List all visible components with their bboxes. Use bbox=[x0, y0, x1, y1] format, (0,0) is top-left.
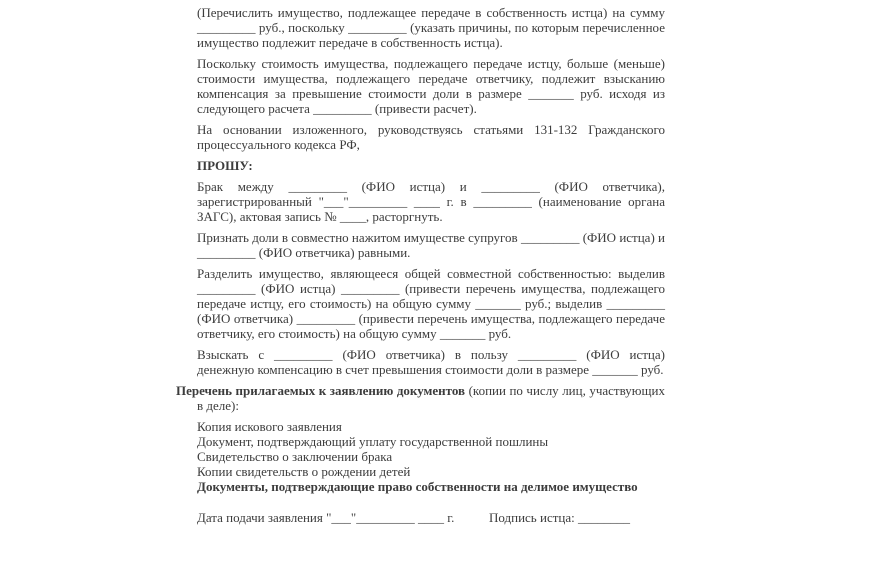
request-heading: ПРОШУ: bbox=[197, 158, 253, 173]
claim-document-body bbox=[176, 5, 665, 525]
attachment-item-claim-copy: Копия искового заявления bbox=[197, 419, 342, 434]
plaintiff-signature-line: Подпись истца: ________ bbox=[489, 510, 630, 525]
petition-monetary-compensation: Взыскать с _________ (ФИО ответчика) в пользу _________ (ФИО истца) денежную компенсацию в счет превышения стоимости доли в размере _______ руб. bbox=[197, 347, 665, 377]
attachment-item-marriage-certificate: Свидетельство о заключении брака bbox=[197, 449, 393, 464]
paragraph-property-to-plaintiff: (Перечислить имущество, подлежащее передаче в собственность истца) на сумму _________ руб., поскольку _________ (указать причины, по которым перечисленное имущество подлежит передаче в собственность истца). bbox=[197, 5, 665, 50]
filing-date-line: Дата подачи заявления "___"_________ ____ г. bbox=[197, 510, 455, 525]
petition-equal-shares: Признать доли в совместно нажитом имуществе супругов _________ (ФИО истца) и _________ (ФИО ответчика) равными. bbox=[197, 230, 665, 260]
attachments-list bbox=[197, 419, 665, 494]
attachment-item-birth-certificates: Копии свидетельств о рождении детей bbox=[197, 464, 411, 479]
attachments-heading-rest: (копии по числу лиц, участвующих в деле): bbox=[197, 383, 665, 413]
attachments-heading-bold: Перечень прилагаемых к заявлению документов bbox=[176, 383, 466, 398]
attachment-item-ownership-documents: Документы, подтверждающие право собственности на делимое имущество bbox=[197, 479, 638, 494]
paragraph-legal-basis: На основании изложенного, руководствуясь статьями 131-132 Гражданского процессуального кодекса РФ, bbox=[197, 122, 665, 152]
footer-row bbox=[197, 510, 630, 525]
petition-dissolve-marriage: Брак между _________ (ФИО истца) и _________ (ФИО ответчика), зарегистрированный "___"_________ ____ г. в _________ (наименование органа ЗАГС), актовая запись № ____, расторгнуть. bbox=[197, 179, 665, 224]
attachments-heading bbox=[176, 383, 665, 413]
attachment-item-state-fee: Документ, подтверждающий уплату государственной пошлины bbox=[197, 434, 549, 449]
paragraph-compensation-basis: Поскольку стоимость имущества, подлежащего передаче истцу, больше (меньше) стоимости имущества, подлежащего передаче ответчику, подлежит взысканию компенсация за превышение стоимости доли в размере _______ руб. исходя из следующего расчета _________ (привести расчет). bbox=[197, 56, 665, 116]
petition-divide-property: Разделить имущество, являющееся общей совместной собственностью: выделив _________ (ФИО истца) _________ (привести перечень имущества, подлежащего передаче истцу, его стоимость) на общую сумму _______ руб.; выделив _________ (ФИО ответчика) _________ (привести перечень имущества, подлежащего передаче ответчику, его стоимость) на общую сумму _______ руб. bbox=[197, 266, 665, 341]
